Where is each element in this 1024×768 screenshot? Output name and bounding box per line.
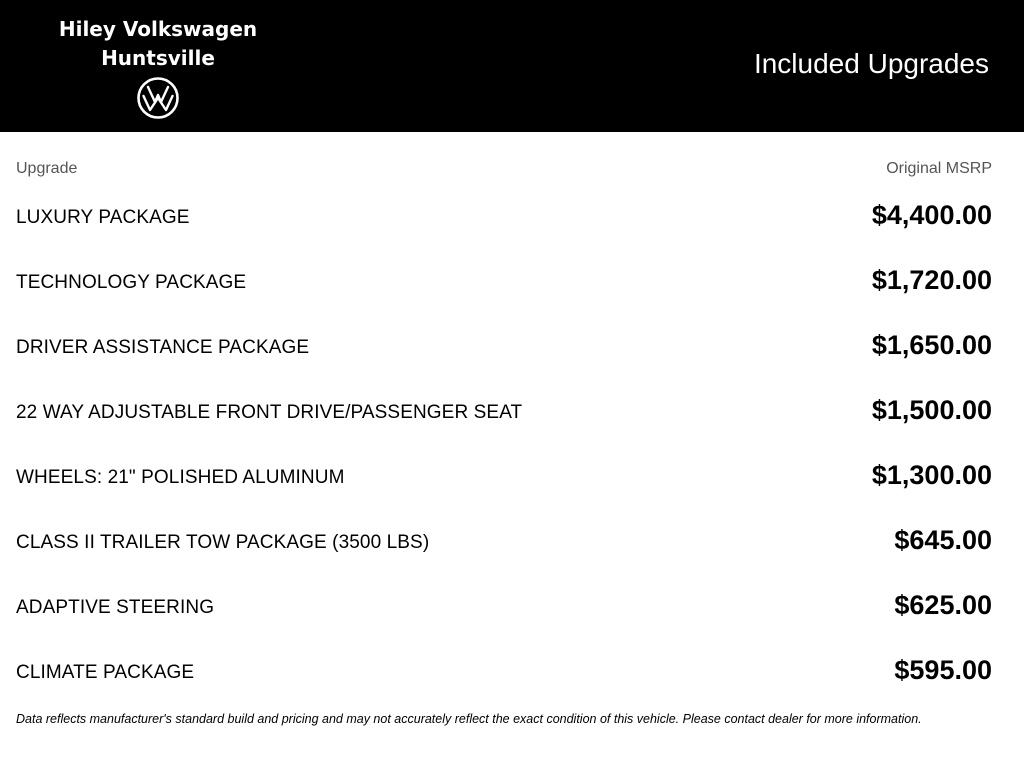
upgrade-price: $1,650.00 bbox=[871, 330, 992, 360]
upgrade-price: $1,500.00 bbox=[871, 395, 992, 425]
page-title: Included Upgrades bbox=[753, 48, 989, 79]
upgrades-list bbox=[16, 190, 992, 710]
dealer-name: Hiley Volkswagen bbox=[58, 17, 258, 41]
column-headers bbox=[16, 160, 992, 180]
upgrade-price: $645.00 bbox=[894, 525, 992, 555]
upgrade-row bbox=[16, 255, 992, 320]
vw-logo-icon bbox=[136, 76, 180, 120]
disclaimer-text: Data reflects manufacturer's standard build and pricing and may not accurately reflect the exact condition of this vehicle. Please contact dealer for more information. bbox=[16, 712, 922, 726]
column-header-upgrade: Upgrade bbox=[16, 160, 78, 177]
upgrade-row bbox=[16, 320, 992, 385]
upgrade-name: WHEELS: 21" POLISHED ALUMINUM bbox=[16, 467, 345, 488]
upgrade-price: $595.00 bbox=[894, 655, 992, 685]
upgrade-name: ADAPTIVE STEERING bbox=[16, 597, 215, 618]
column-header-msrp: Original MSRP bbox=[886, 160, 992, 177]
upgrade-name: LUXURY PACKAGE bbox=[16, 207, 190, 228]
upgrade-name: 22 WAY ADJUSTABLE FRONT DRIVE/PASSENGER SEAT bbox=[16, 402, 523, 423]
header-banner bbox=[0, 0, 1024, 132]
dealer-location: Huntsville bbox=[101, 46, 215, 70]
upgrade-price: $1,720.00 bbox=[871, 265, 992, 295]
upgrade-row bbox=[16, 450, 992, 515]
dealer-brand bbox=[58, 14, 258, 120]
upgrade-row bbox=[16, 580, 992, 645]
upgrade-name: DRIVER ASSISTANCE PACKAGE bbox=[16, 337, 310, 358]
upgrade-name: TECHNOLOGY PACKAGE bbox=[16, 272, 247, 293]
upgrade-price: $1,300.00 bbox=[871, 460, 992, 490]
upgrade-row bbox=[16, 645, 992, 710]
upgrade-row bbox=[16, 385, 992, 450]
upgrade-row bbox=[16, 190, 992, 255]
upgrade-row bbox=[16, 515, 992, 580]
upgrade-name: CLASS II TRAILER TOW PACKAGE (3500 LBS) bbox=[16, 532, 430, 553]
upgrade-price: $625.00 bbox=[894, 590, 992, 620]
upgrade-price: $4,400.00 bbox=[871, 200, 992, 230]
upgrade-name: CLIMATE PACKAGE bbox=[16, 662, 195, 683]
